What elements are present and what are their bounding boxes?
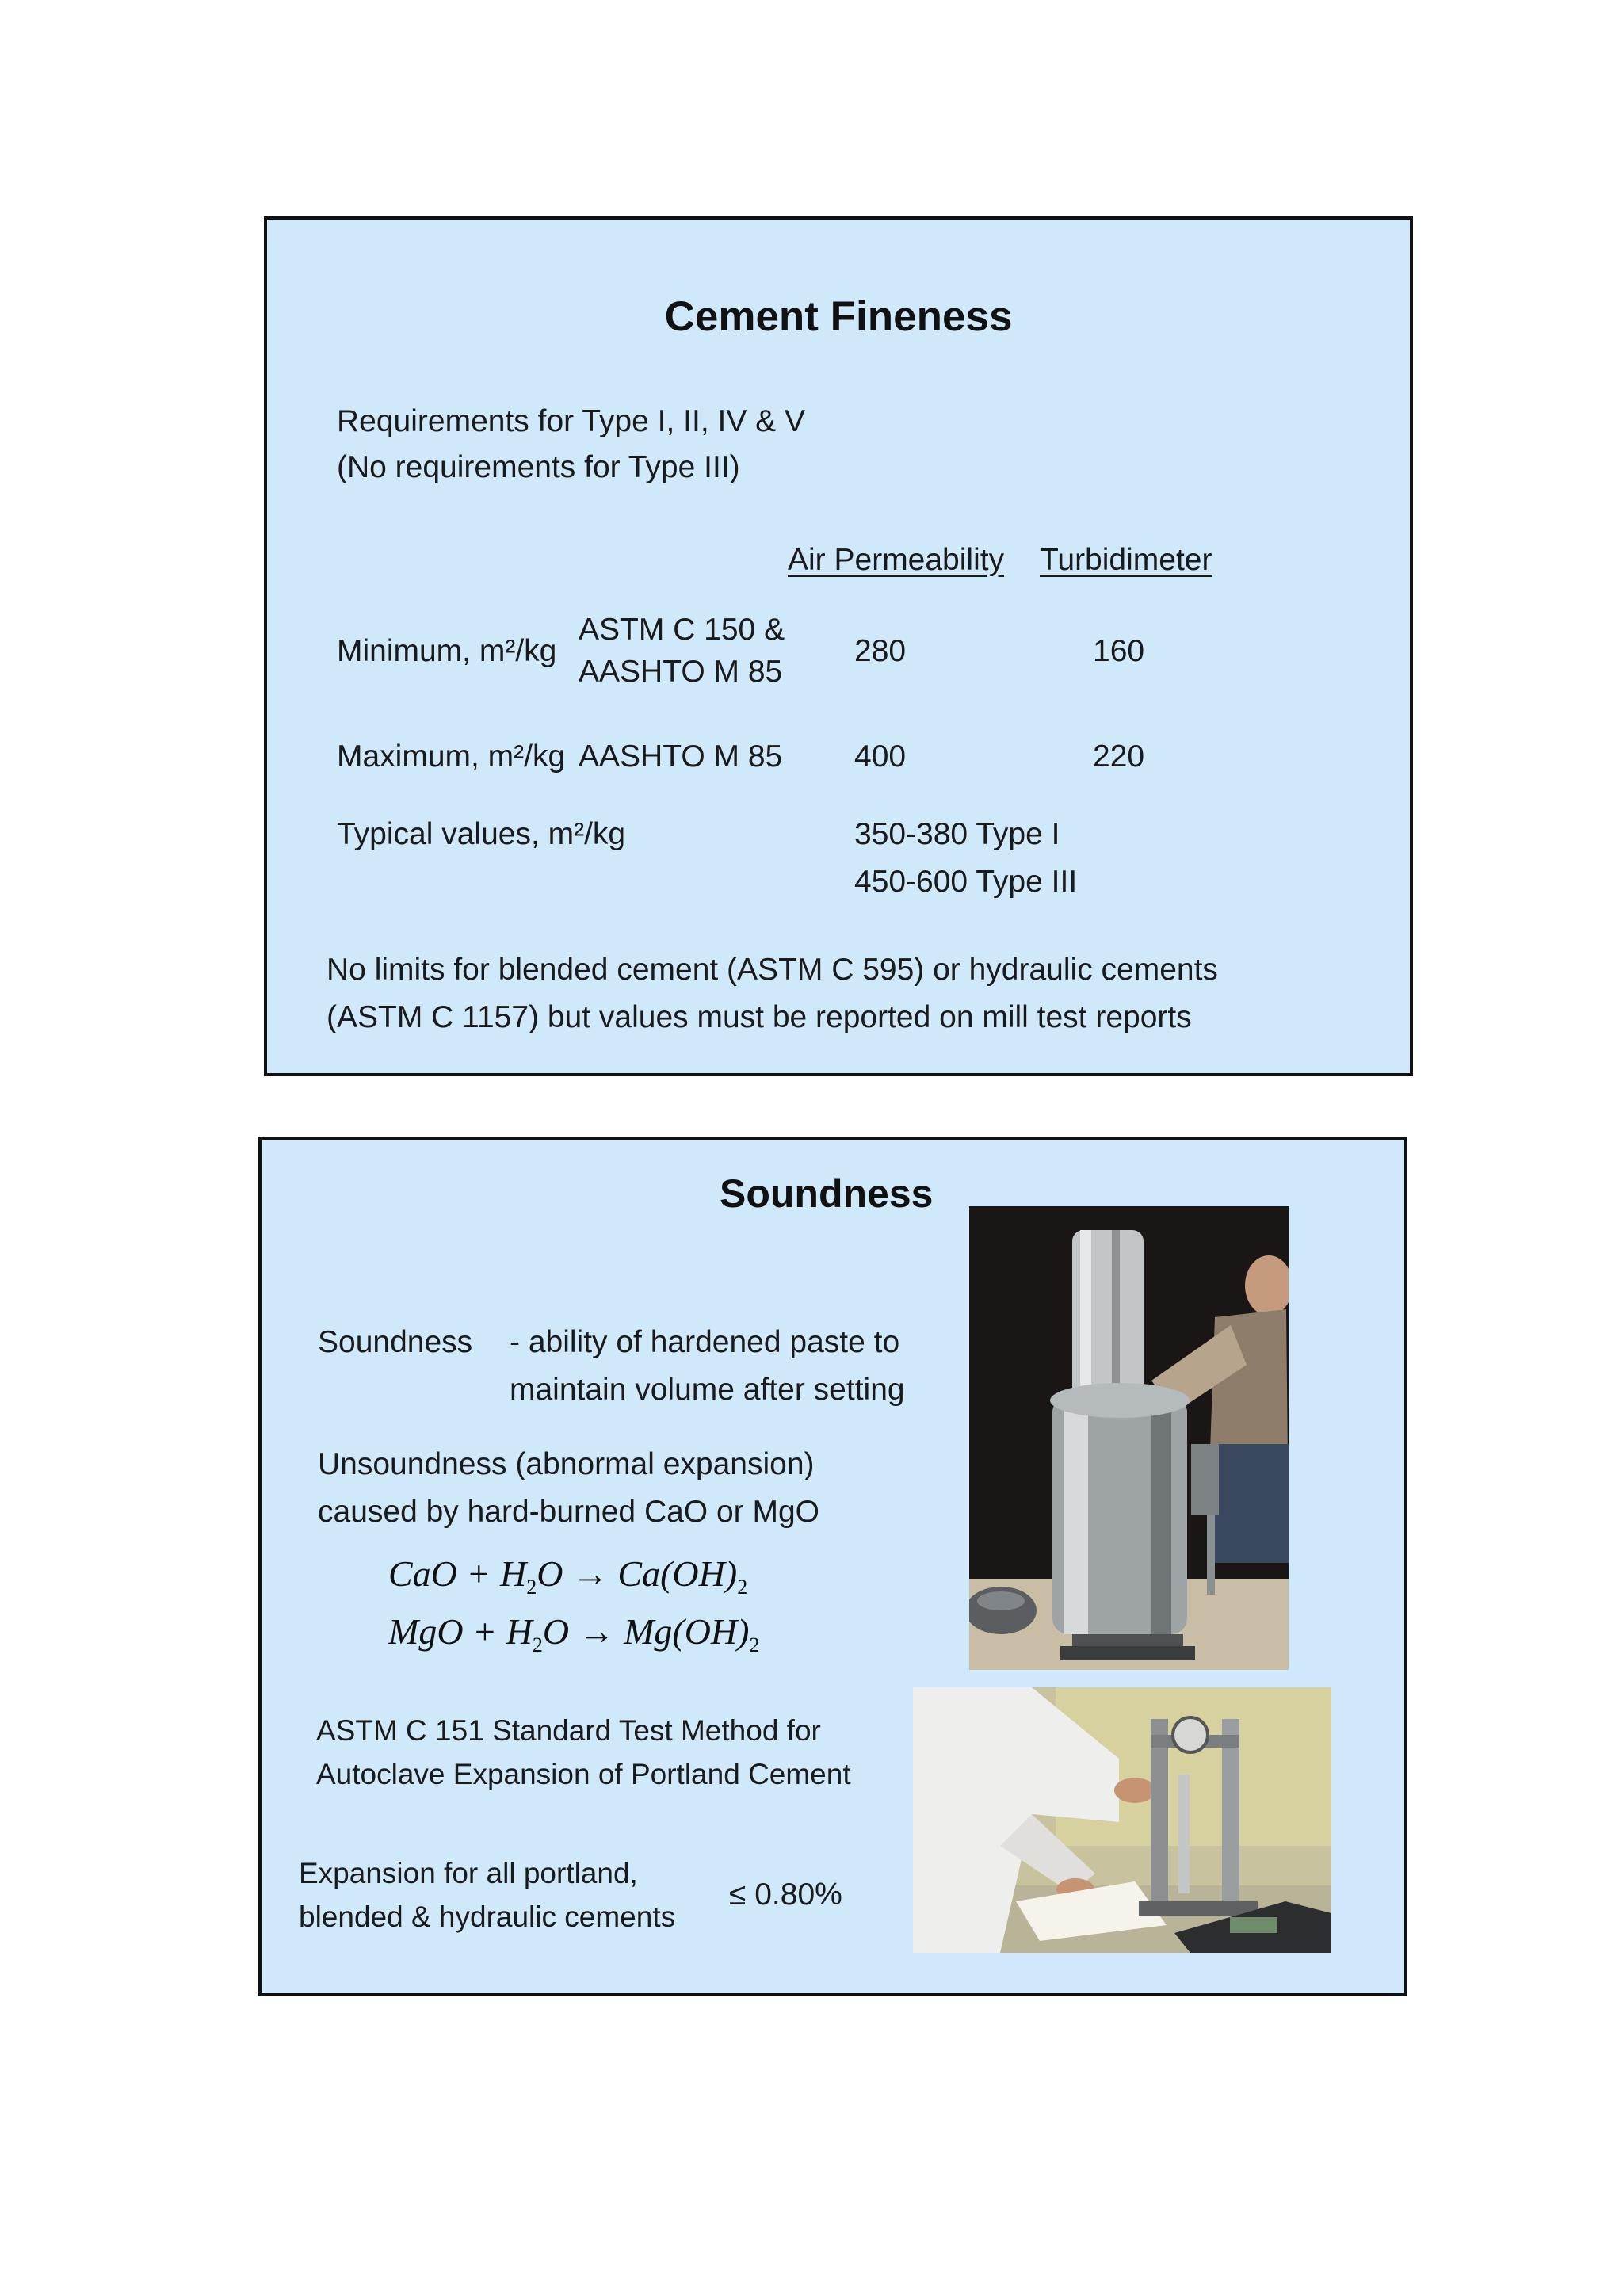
eq1-reactant: CaO xyxy=(388,1553,457,1594)
slide-cement-fineness xyxy=(264,216,1413,1076)
expansion-line-2: blended & hydraulic cements xyxy=(299,1901,676,1933)
comparator-illustration xyxy=(913,1687,1331,1953)
eq1-product: Ca(OH) xyxy=(617,1553,738,1594)
eq1-water-sub: 2 xyxy=(526,1576,537,1599)
astm-c151-line-1: ASTM C 151 Standard Test Method for xyxy=(316,1714,821,1747)
eq2-product: Mg(OH) xyxy=(624,1611,750,1652)
autoclave-photo xyxy=(969,1206,1289,1670)
eq2-water: H xyxy=(506,1611,533,1652)
astm-c151-line-2: Autoclave Expansion of Portland Cement xyxy=(316,1758,851,1790)
requirements-note: (No requirements for Type III) xyxy=(337,450,740,484)
eq1-water: H xyxy=(499,1553,527,1594)
eq2-reactant: MgO xyxy=(388,1611,464,1652)
autoclave-illustration xyxy=(969,1206,1289,1670)
maximum-turbidimeter-value: 220 xyxy=(1093,739,1145,774)
minimum-turbidimeter-value: 160 xyxy=(1093,634,1145,668)
slide-title: Cement Fineness xyxy=(664,293,1013,340)
eq1-product-sub: 2 xyxy=(737,1576,748,1599)
note-line-2: (ASTM C 1157) but values must be reported on mill test reports xyxy=(327,1000,1192,1034)
minimum-air-value: 280 xyxy=(854,634,907,668)
column-header-turbidimeter: Turbidimeter xyxy=(1040,543,1212,577)
soundness-term: Soundness xyxy=(318,1325,473,1359)
row-label-maximum: Maximum, m²/kg xyxy=(337,739,566,774)
eq1-water-o: O xyxy=(537,1553,563,1594)
soundness-definition-2: maintain volume after setting xyxy=(510,1373,905,1407)
eq2-water-o: O xyxy=(542,1611,570,1652)
row-label-minimum: Minimum, m²/kg xyxy=(337,634,557,668)
eq2-water-sub: 2 xyxy=(532,1633,543,1657)
standard-astm-c150: ASTM C 150 & xyxy=(579,613,785,647)
unsoundness-line-1: Unsoundness (abnormal expansion) xyxy=(318,1447,815,1481)
standard-aashto-m85-max: AASHTO M 85 xyxy=(579,739,783,774)
row-label-typical: Typical values, m²/kg xyxy=(337,817,626,851)
expansion-limit: ≤ 0.80% xyxy=(729,1878,842,1912)
typical-type-i: 350-380 Type I xyxy=(854,817,1060,851)
slide-title: Soundness xyxy=(720,1171,934,1216)
typical-type-iii: 450-600 Type III xyxy=(854,865,1078,899)
equation-cao: CaO + $H_2O \to Ca(OH)_2$ xyxy=(388,1553,748,1599)
eq2-product-sub: 2 xyxy=(749,1633,760,1657)
arrow-icon: → xyxy=(578,1611,615,1652)
standard-aashto-m85: AASHTO M 85 xyxy=(579,655,783,689)
column-header-air-permeability: Air Permeability xyxy=(788,543,1005,577)
maximum-air-value: 400 xyxy=(854,739,907,774)
soundness-definition-1: - ability of hardened paste to xyxy=(510,1325,900,1359)
requirements-line: Requirements for Type I, II, IV & V xyxy=(337,404,806,438)
slide-soundness xyxy=(258,1137,1407,1996)
equation-mgo: MgO + $H_2O \to Mg(OH)_2$ xyxy=(388,1611,760,1657)
length-comparator-photo xyxy=(913,1687,1331,1953)
note-line-1: No limits for blended cement (ASTM C 595) or hydraulic cements xyxy=(327,953,1218,987)
arrow-icon: → xyxy=(571,1553,609,1594)
unsoundness-line-2: caused by hard-burned CaO or MgO xyxy=(318,1495,819,1529)
expansion-line-1: Expansion for all portland, xyxy=(299,1857,638,1889)
